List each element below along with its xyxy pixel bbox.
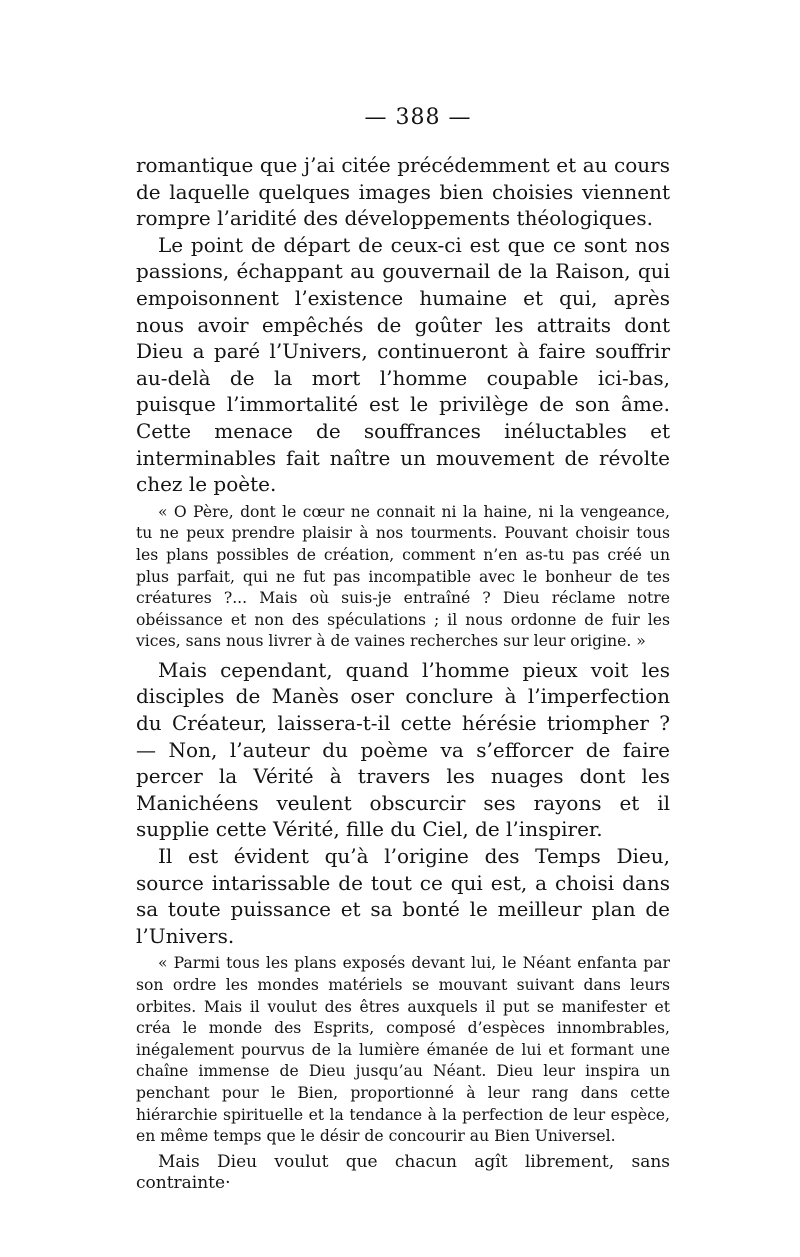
paragraph-passions: Le point de départ de ceux-ci est que ce sont nos passions, échappant au gouvernail de la Raison, qui empoisonnent l’existence humaine et qui, après nous avoir empêchés de goûter les attraits dont Dieu a paré l’Univers, continueront à faire souffrir au-delà de la mort l’homme coupable ici-bas, puisque l’immortalité est le privilège de son âme. Cette menace de souffrances inéluctables et interminables fait naître un mouvement de révolte chez le poète. bbox=[136, 232, 670, 497]
paragraph-free-will: Mais Dieu voulut que chacun agît librement, sans contrainte· bbox=[136, 1151, 670, 1194]
book-page bbox=[136, 105, 670, 1195]
quote-creation: « Parmi tous les plans exposés devant lui, le Néant enfanta par son ordre les mondes matériels se mouvant suivant dans leurs orbites. Mais il voulut des êtres auxquels il put se manifester et créa le monde des Esprits, composé d’espèces innombrables, inégalement pourvus de la lumière émanée de lui et formant une chaîne immense de Dieu jusqu’au Néant. Dieu leur inspira un penchant pour le Bien, proportionné à leur rang dans cette hiérarchie spirituelle et la tendance à la perfection de leur espèce, en même temps que le désir de concourir au Bien Universel. bbox=[136, 954, 670, 1146]
page-number: — 388 — bbox=[364, 105, 472, 130]
paragraph-manes: Mais cependant, quand l’homme pieux voit les disciples de Manès oser conclure à l’imperfection du Créateur, laissera-t-il cette hérésie triompher ? — Non, l’auteur du poème va s’efforcer de faire percer la Vérité à travers les nuages dont les Manichéens veulent obscurcir ses rayons et il supplie cette Vérité, fille du Ciel, de l’inspirer. bbox=[136, 657, 670, 842]
quote-father: « O Père, dont le cœur ne connait ni la haine, ni la vengeance, tu ne peux prendre plaisir à nos tourments. Pouvant choisir tous les plans possibles de création, comment n’en as-tu pas créé un plus parfait, qui ne fut pas incompatible avec le bonheur de tes créatures ?... Mais où suis-je entraîné ? Dieu réclame notre obéissance et non des spéculations ; il nous ordonne de fuir les vices, sans nous livrer à de vaines recherches sur leur origine. » bbox=[136, 502, 670, 651]
paragraph-origin: Il est évident qu’à l’origine des Temps Dieu, source intarissable de tout ce qui est, a choisi dans sa toute puissance et sa bonté le meilleur plan de l’Univers. bbox=[136, 844, 670, 948]
paragraph-continuation: romantique que j’ai citée précédemment et au cours de laquelle quelques images bien choisies viennent rompre l’aridité des développements théologiques. bbox=[136, 153, 670, 231]
